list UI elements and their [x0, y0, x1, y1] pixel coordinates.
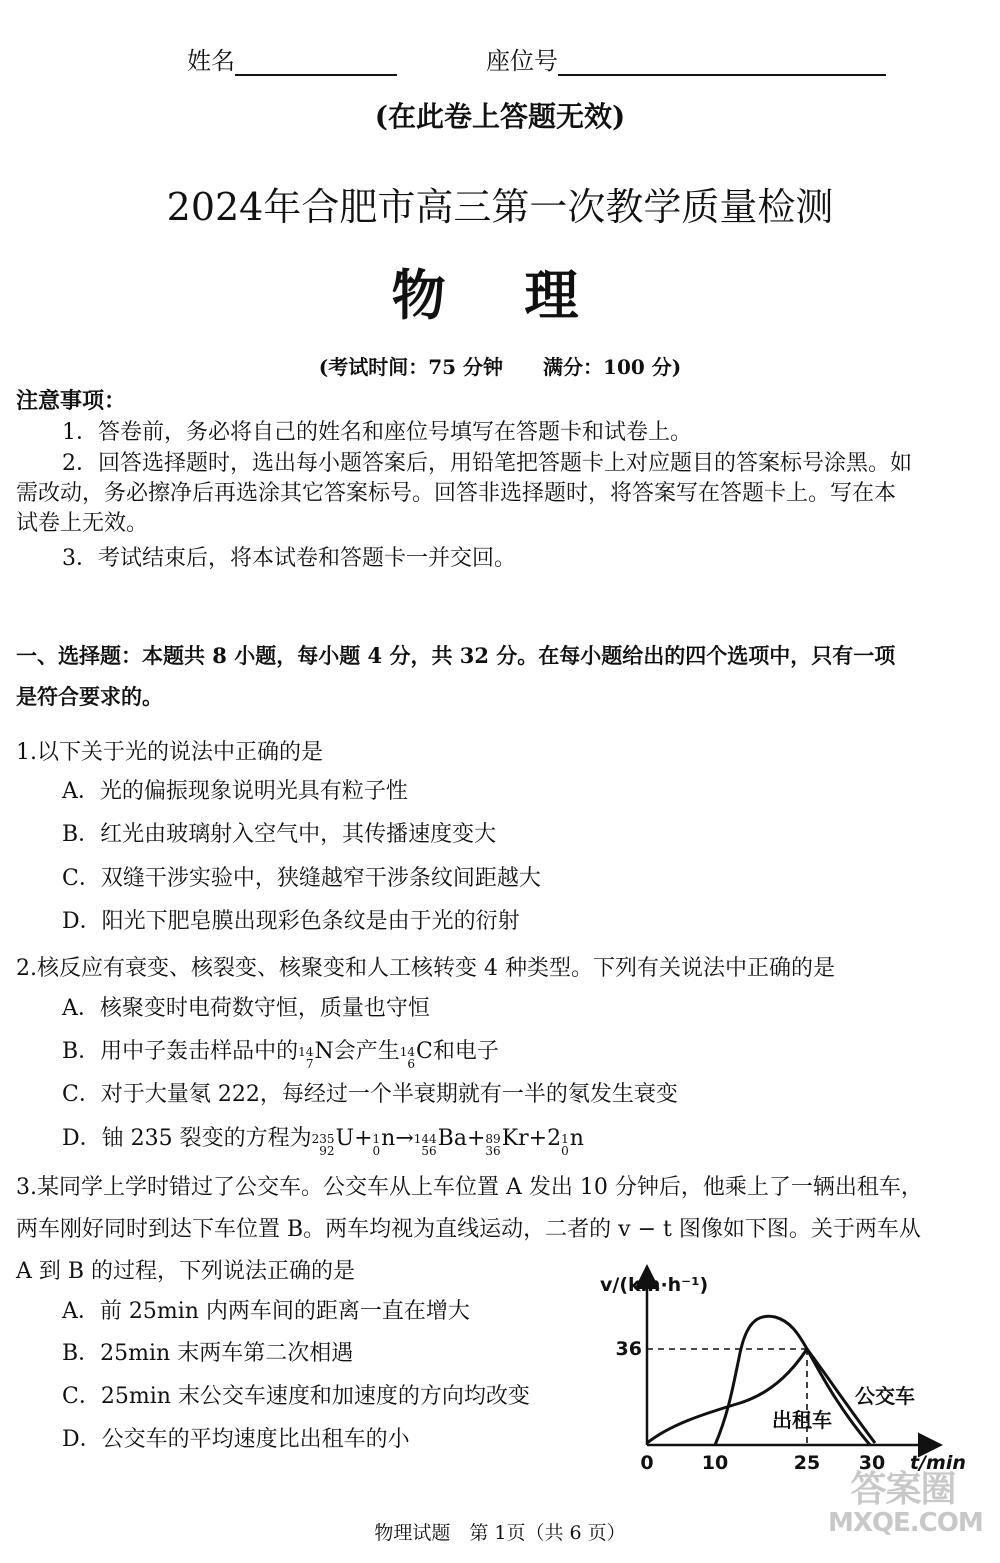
ba144-charge: 56: [421, 1144, 437, 1158]
q2-option-c: C．对于大量氡 222，每经过一个半衰期就有一半的氡发生衰变: [62, 1082, 678, 1107]
ba144-symbol: Ba: [437, 1126, 467, 1151]
y-tick-36: 36: [615, 1338, 642, 1360]
vt-graph: [600, 1255, 980, 1480]
q2-stem: 2.核反应有衰变、核裂变、核聚变和人工核转变 4 种类型。下列有关说法中正确的是: [16, 956, 835, 981]
neutron-1-charge: 0: [372, 1144, 381, 1158]
q3-option-b: B．25min 末两车第二次相遇: [62, 1341, 354, 1366]
instruction-3: 3．考试结束后，将本试卷和答题卡一并交回。: [62, 546, 516, 571]
y-axis-label: v/(km·h⁻¹): [600, 1274, 709, 1296]
neutron-1-symbol: n: [381, 1126, 396, 1151]
q2-option-b: [62, 1037, 499, 1072]
c14-symbol: C: [416, 1039, 433, 1064]
instructions-heading: 注意事项：: [16, 388, 127, 414]
section1-line1: 一、选择题：本题共 8 小题，每小题 4 分，共 32 分。在每小题给出的四个选项中，只有一项: [16, 643, 896, 668]
watermark: [828, 1469, 983, 1538]
plus-sign-2: +: [466, 1126, 486, 1151]
q3-option-a: A．前 25min 内两车间的距离一直在增大: [62, 1299, 470, 1324]
instruction-1: 1．答卷前，务必将自己的姓名和座位号填写在答题卡和试卷上。: [62, 420, 692, 445]
coefficient-two: 2: [547, 1126, 562, 1151]
u235-mass: 235: [311, 1132, 335, 1146]
neutron-1-mass: 1: [372, 1132, 381, 1146]
x-axis-label: t/min: [910, 1452, 966, 1474]
q2-b-text-mid: 会产生: [333, 1039, 400, 1064]
q2-b-text-pre: B．用中子轰击样品中的: [62, 1039, 299, 1064]
watermark-text: [828, 1469, 983, 1538]
x-tick-0: 0: [640, 1452, 654, 1474]
name-blank: [235, 50, 397, 76]
q3-stem-line3: A 到 B 的过程，下列说法正确的是: [16, 1259, 356, 1284]
q2-d-text-pre: D．铀 235 裂变的方程为: [62, 1126, 312, 1151]
q3-stem-line1: 3.某同学上学时错过了公交车。公交车从上车位置 A 发出 10 分钟后，他乘上了一辆出租车，: [16, 1175, 923, 1200]
invalid-notice: (在此卷上答题无效): [374, 100, 626, 133]
plus-sign-3: +: [528, 1126, 548, 1151]
watermark-line-url: MXQE.COM: [828, 1508, 983, 1538]
neutron-2-mass: 1: [561, 1132, 569, 1146]
page-footer: 物理试题 第 1页（共 6 页）: [374, 1522, 626, 1544]
c14-mass: 14: [399, 1045, 415, 1059]
bus-curve: [647, 1349, 875, 1443]
name-label: 姓名: [187, 47, 235, 75]
section1-line2: 是符合要求的。: [16, 684, 163, 709]
x-tick-30: 30: [858, 1452, 886, 1474]
nuclide-u235: [312, 1124, 354, 1159]
n14-charge: 7: [305, 1057, 314, 1071]
seat-blank: [558, 50, 886, 76]
watermark-line-cn: 答案圈: [850, 1469, 956, 1510]
instruction-2-line2: 需改动，务必擦净后再选涂其它答案标号。回答非选择题时，将答案写在答题卡上。写在本: [16, 481, 897, 506]
q1-option-c: C．双缝干涉实验中，狭缝越窄干涉条纹间距越大: [62, 866, 541, 891]
q1-option-b: B．红光由玻璃射入空气中，其传播速度变大: [62, 822, 497, 847]
nuclide-kr89: [485, 1124, 528, 1159]
instruction-2-line1: 2．回答选择题时，选出每小题答案后，用铅笔把答题卡上对应题目的答案标号涂黑。如: [62, 451, 912, 476]
plus-sign-1: +: [354, 1126, 373, 1151]
neutron-2-symbol: n: [569, 1126, 584, 1151]
q3-option-c: C．25min 末公交车速度和加速度的方向均改变: [62, 1384, 530, 1409]
bus-label: 公交车: [855, 1384, 915, 1408]
q2-option-a: A．核聚变时电荷数守恒，质量也守恒: [62, 996, 430, 1021]
neutron-2-charge: 0: [561, 1144, 569, 1158]
seat-field: [486, 46, 886, 76]
q3-stem-line2: 两车刚好同时到达下车位置 B。两车均视为直线运动，二者的 v − t 图像如下图。关于两车从: [16, 1217, 921, 1242]
q2-option-d: [62, 1124, 584, 1159]
q1-option-d: D．阳光下肥皂膜出现彩色条纹是由于光的衍射: [62, 909, 520, 934]
c14-charge: 6: [407, 1057, 415, 1071]
subject-title: 物 理: [391, 263, 609, 327]
nuclide-neutron-1: [373, 1124, 396, 1159]
instruction-2-line3: 试卷上无效。: [16, 511, 149, 536]
nuclide-neutron-2: [561, 1124, 584, 1159]
kr89-charge: 36: [485, 1144, 501, 1158]
exam-info: (考试时间：75 分钟 满分：100 分): [318, 355, 682, 379]
u235-charge: 92: [319, 1144, 335, 1158]
nuclide-n14: [298, 1037, 334, 1072]
n14-mass: 14: [298, 1045, 314, 1059]
kr89-symbol: Kr: [501, 1126, 529, 1151]
nuclide-ba144: [414, 1124, 467, 1159]
x-tick-10: 10: [701, 1452, 729, 1474]
nuclide-c14: [400, 1037, 433, 1072]
kr89-mass: 89: [485, 1132, 501, 1146]
reaction-arrow: →: [395, 1126, 414, 1151]
x-tick-25: 25: [793, 1452, 821, 1474]
n14-symbol: N: [314, 1039, 334, 1064]
name-field: [187, 46, 397, 76]
ba144-mass: 144: [413, 1132, 437, 1146]
seat-label: 座位号: [486, 47, 558, 75]
exam-title: 2024年合肥市高三第一次教学质量检测: [166, 185, 834, 229]
q1-option-a: A．光的偏振现象说明光具有粒子性: [62, 779, 408, 804]
q2-b-text-post: 和电子: [432, 1039, 499, 1064]
q1-stem: 1.以下关于光的说法中正确的是: [16, 740, 323, 765]
u235-symbol: U: [335, 1126, 355, 1151]
q3-option-d: D．公交车的平均速度比出租车的小: [62, 1427, 410, 1452]
taxi-label: 出租车: [772, 1408, 832, 1432]
